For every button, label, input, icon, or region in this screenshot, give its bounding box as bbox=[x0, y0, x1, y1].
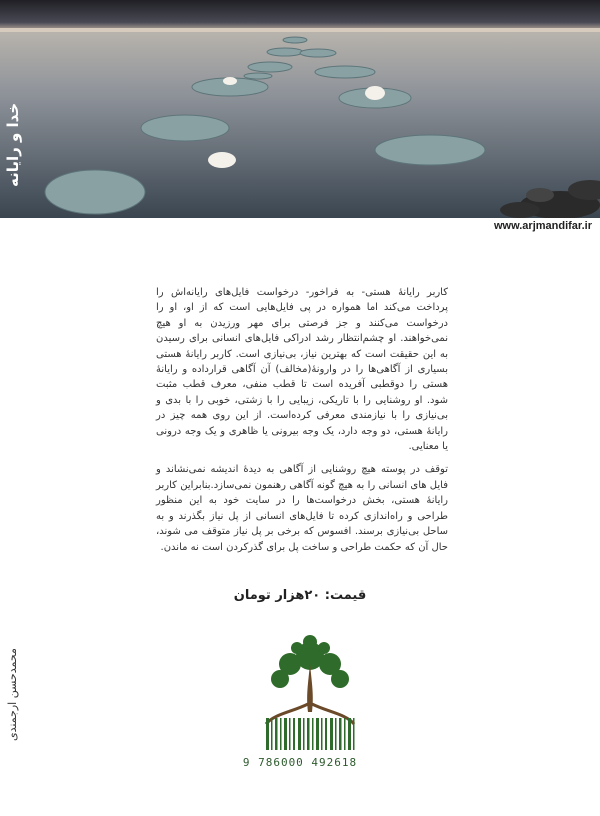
tree-barcode-logo bbox=[252, 634, 368, 774]
paragraph-1: کاربر رایانهٔ هستی- به فراخور- درخواست فایل‌های رایانه‌اش را پرداخت می‌کند اما همواره در پی فایل‌هایی است که از او، او را درخواست می‌کنند و جز فرصتی برای مهر ورزیدن به او هیچ نمی‌خواهند. او چشم‌انتظار رشد ادراکی فایل‌های انسانی برای رسیدن به این حقیقت است که بهترین نیاز، بی‌نیازی است. کاربر رایانهٔ هستی بسیاری از آگاهی‌ها را در وارونهٔ(مخالف) آن آگاهی قرارداده و رایانهٔ هستی را دوقطبی آفریده است تا قطب منفی، معرف قطب مثبت شود. او روشنایی را با تاریکی، زیبایی را با زشتی، خوبی را با بدی و بی‌نیازی را با نیازمندی معرفی کرده‌است. از این روی همه چیز در رایانهٔ هستی، دو وجه دارد، یک وجه بیرونی یا ظاهری و یک وجه درونی یا معنایی. bbox=[156, 287, 448, 453]
isbn-number: 9 786000 492618 bbox=[242, 756, 358, 769]
spine-title: خدا و رایانه bbox=[4, 102, 22, 188]
back-cover-text bbox=[156, 285, 448, 563]
paragraph-2: توقف در پوسته هیچ روشنایی از آگاهی به دیدهٔ اندیشه نمی‌نشاند و فایل های انسانی را به هیچ گونه آگاهی رهنمون نمی‌سازد.بنابراین کاربر رایانهٔ هستی، بخش درخواست‌ها را در سایت خود به این منظور طراحی و راه‌اندازی کرده تا فایل‌های انسانی از پل نیاز بگذرند و به ساحل بی‌نیازی برسند. افسوس که برخی بر پل نیاز متوقف می شوند، حال آن که حکمت طراحی و ساخت پل برای گذرکردن است نه ماندن. bbox=[156, 464, 448, 553]
website-url[interactable]: www.arjmandifar.ir bbox=[493, 220, 592, 232]
author-name: محمدحسن ارجمندی bbox=[6, 648, 19, 742]
cover-photo bbox=[0, 0, 600, 218]
price-label: قیمت: ۲۰هزار تومان bbox=[233, 588, 367, 603]
